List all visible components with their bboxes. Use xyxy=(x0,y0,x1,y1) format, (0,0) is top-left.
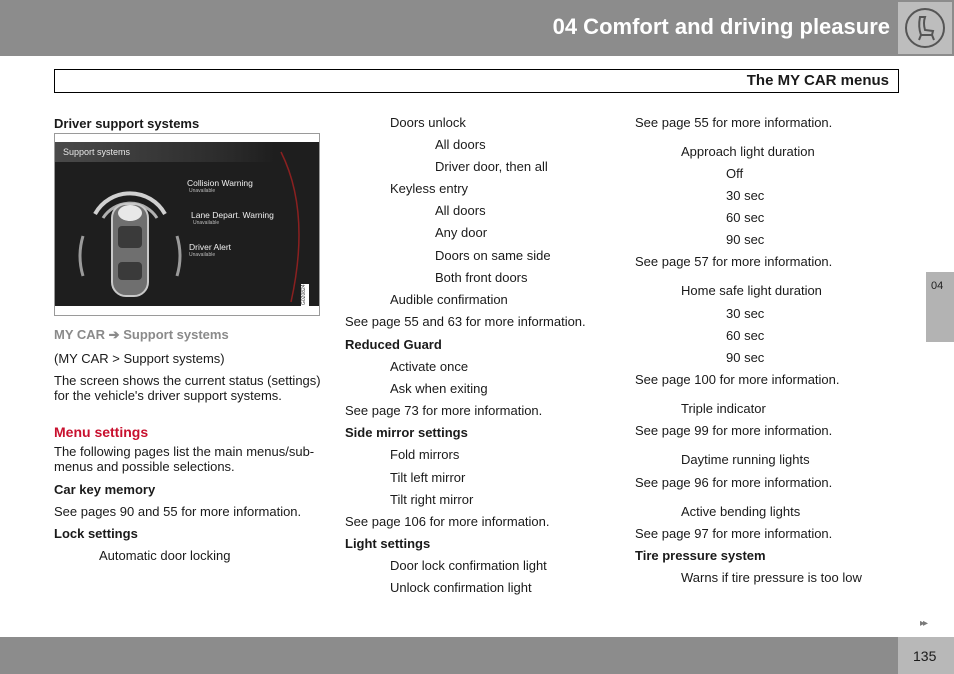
option-90-sec: 90 sec xyxy=(726,232,765,247)
screen-item-status: Unavailable xyxy=(189,188,216,194)
menu-item-triple-indicator: Triple indicator xyxy=(681,401,766,416)
screen-item-status: Unavailable xyxy=(193,220,220,226)
next-page-arrows-icon: ▸▸ xyxy=(920,618,927,629)
option-all-doors: All doors xyxy=(435,203,486,218)
menu-path-mycar: MY CAR xyxy=(54,327,106,342)
screen-item-driver-alert: Driver Alert xyxy=(189,242,232,252)
chapter-side-tab-label: 04 xyxy=(931,280,944,292)
reference-text: See page 100 for more information. xyxy=(635,372,840,387)
reference-text: See page 99 for more information. xyxy=(635,423,833,438)
option-doors-on-same-side: Doors on same side xyxy=(435,248,551,263)
option-30-sec: 30 sec xyxy=(726,306,765,321)
chapter-side-tab xyxy=(926,272,954,342)
option-ask-when-exiting: Ask when exiting xyxy=(390,381,488,396)
description-line-2: for the vehicle's driver support systems. xyxy=(54,388,282,403)
menu-item-audible-confirmation: Audible confirmation xyxy=(390,292,508,307)
heading-side-mirror-settings: Side mirror settings xyxy=(345,425,468,440)
page-number: 135 xyxy=(913,648,937,664)
option-all-doors: All doors xyxy=(435,137,486,152)
option-tilt-left-mirror: Tilt left mirror xyxy=(390,470,466,485)
screen-item-lane-depart-warning: Lane Depart. Warning xyxy=(191,210,274,220)
menu-path-plain: (MY CAR > Support systems) xyxy=(54,351,225,366)
option-activate-once: Activate once xyxy=(390,359,469,374)
reference-text: See page 57 for more information. xyxy=(635,254,833,269)
figure-code: G020824 xyxy=(301,284,307,306)
heading-car-key-memory: Car key memory xyxy=(54,482,156,497)
option-60-sec: 60 sec xyxy=(726,210,765,225)
heading-driver-support: Driver support systems xyxy=(54,116,200,131)
screen-curve-decoration xyxy=(277,142,317,306)
car-top-view-illustration xyxy=(65,166,195,306)
reference-text: See page 55 for more information. xyxy=(635,115,833,130)
screen-item-status: Unavailable xyxy=(189,252,216,258)
screen-header xyxy=(55,142,275,162)
option-tilt-right-mirror: Tilt right mirror xyxy=(390,492,474,507)
menu-item-approach-light-duration: Approach light duration xyxy=(681,144,815,159)
option-off: Off xyxy=(726,166,744,181)
reference-text: See page 96 for more information. xyxy=(635,475,833,490)
option-30-sec: 30 sec xyxy=(726,188,765,203)
screen-item-collision-warning: Collision Warning xyxy=(187,178,253,188)
menu-item-door-lock-confirmation-light: Door lock confirmation light xyxy=(390,558,547,573)
screen-header-label: Support systems xyxy=(63,147,131,157)
chapter-icon-box xyxy=(898,2,952,54)
menu-item-tire-pressure-warning: Warns if tire pressure is too low xyxy=(681,570,862,585)
option-60-sec: 60 sec xyxy=(726,328,765,343)
reference-text: See page 73 for more information. xyxy=(345,403,543,418)
option-driver-door-then-all: Driver door, then all xyxy=(435,159,548,174)
heading-lock-settings: Lock settings xyxy=(54,526,138,541)
chapter-header-bar xyxy=(0,0,954,56)
reference-text: See page 55 and 63 for more information. xyxy=(345,314,586,329)
option-both-front-doors: Both front doors xyxy=(435,270,528,285)
menu-path-support-systems: Support systems xyxy=(123,327,229,342)
chapter-title: 04 Comfort and driving pleasure xyxy=(552,14,890,39)
menu-item-automatic-door-locking: Automatic door locking xyxy=(99,548,231,563)
heading-tire-pressure-system: Tire pressure system xyxy=(635,548,766,563)
page-number-box xyxy=(898,637,954,674)
description-line-1: The screen shows the current status (settings) xyxy=(54,373,321,388)
menu-item-doors-unlock: Doors unlock xyxy=(390,115,466,130)
menu-settings-line-1: The following pages list the main menus/sub- xyxy=(54,444,315,459)
reference-text: See pages 90 and 55 for more information. xyxy=(54,504,302,519)
reference-text: See page 97 for more information. xyxy=(635,526,833,541)
menu-item-daytime-running-lights: Daytime running lights xyxy=(681,452,810,467)
heading-menu-settings: Menu settings xyxy=(54,424,149,440)
seat-icon xyxy=(904,7,946,49)
heading-light-settings: Light settings xyxy=(345,536,431,551)
option-fold-mirrors: Fold mirrors xyxy=(390,447,460,462)
menu-item-unlock-confirmation-light: Unlock confirmation light xyxy=(390,580,532,595)
menu-item-keyless-entry: Keyless entry xyxy=(390,181,469,196)
support-systems-figure xyxy=(54,133,320,316)
footer-bar xyxy=(0,637,954,674)
menu-path-label xyxy=(54,327,229,342)
heading-reduced-guard: Reduced Guard xyxy=(345,337,442,352)
section-title-box xyxy=(54,69,899,93)
option-90-sec: 90 sec xyxy=(726,350,765,365)
menu-item-home-safe-light-duration: Home safe light duration xyxy=(681,283,822,298)
reference-text: See page 106 for more information. xyxy=(345,514,550,529)
option-any-door: Any door xyxy=(435,225,488,240)
menu-item-active-bending-lights: Active bending lights xyxy=(681,504,801,519)
arrow-right-icon: ➔ xyxy=(108,327,120,342)
display-screen xyxy=(55,142,319,306)
menu-settings-line-2: menus and possible selections. xyxy=(54,459,235,474)
section-title: The MY CAR menus xyxy=(746,72,889,89)
